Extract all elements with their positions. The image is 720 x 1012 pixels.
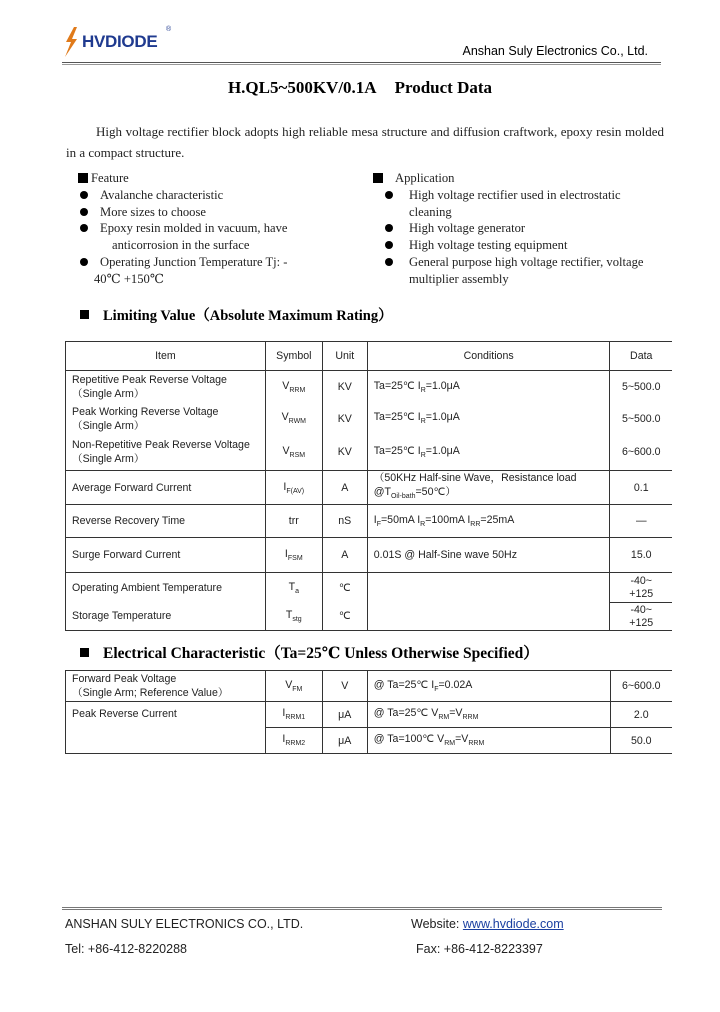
- bullet-icon: [385, 258, 393, 266]
- electrical-characteristic-table: [65, 670, 672, 754]
- table-row: Storage Temperature $T_{stg}$ ℃ -40~ +125: [66, 603, 673, 631]
- table-row: Operating Ambient Temperature $T_a$ ℃ -40~ +125: [66, 573, 673, 603]
- bullet-icon: [385, 191, 393, 199]
- electrical-characteristic-heading: Electrical Characteristic（Ta=25℃ Unless Otherwise Specified）: [80, 641, 539, 663]
- application-item: General purpose high voltage rectifier, voltage multiplier assembly: [373, 254, 665, 288]
- footer-website: Website: www.hvdiode.com: [411, 917, 564, 931]
- logo-text: HVDIODE: [82, 32, 158, 51]
- table-row: Average Forward Current $I_{F(AV)}$ A （50KHz Half-sine Wave，Resistance load $@T_{Oil-bath}=50℃$） 0.1: [66, 471, 673, 505]
- header-divider-2: [62, 64, 661, 65]
- bullet-icon: [80, 208, 88, 216]
- square-bullet-icon: [78, 173, 88, 183]
- table-row: Non-Repetitive Peak Reverse Voltage （Single Arm） $V_{RSM}$ KV Ta=25℃ $I_R=1.0\mu A$ 6~600.0: [66, 435, 673, 471]
- bullet-icon: [385, 241, 393, 249]
- footer-fax: Fax: +86-412-8223397: [416, 942, 543, 956]
- feature-item: Operating Junction Temperature Tj: - 40℃ +150℃: [78, 254, 308, 288]
- table-row: Reverse Recovery Time trr nS $I_F=50mA$ $I_R=100mA$ $I_{RR}=25mA$ —: [66, 505, 673, 538]
- application-heading: Application: [373, 170, 665, 187]
- table-row: Forward Peak Voltage （Single Arm; Reference Value） $V_{FM}$ V @ Ta=25℃ $I_F=0.02A$ 6~600.0: [66, 671, 673, 702]
- table-row: $I_{RRM2}$ μA @ Ta=100℃ $V_{RM}=V_{RRM}$ 50.0: [66, 728, 673, 754]
- limiting-value-heading: Limiting Value（Absolute Maximum Rating）: [80, 304, 393, 325]
- page-title: [0, 78, 720, 98]
- footer-tel: Tel: +86-412-8220288: [65, 942, 187, 956]
- registered-mark: ®: [166, 26, 172, 33]
- title-label: Product Data: [394, 78, 493, 97]
- square-bullet-icon: [80, 648, 89, 657]
- column-header-item: Item: [66, 342, 266, 371]
- table-row: Peak Working Reverse Voltage （Single Arm） $V_{RWM}$ KV Ta=25℃ $I_R=1.0\mu A$ 5~500.0: [66, 403, 673, 435]
- intro-paragraph: High voltage rectifier block adopts high reliable mesa structure and diffusion craftwork, epoxy resin molded in a compact structure.: [66, 124, 664, 160]
- table-row: Surge Forward Current $I_{FSM}$ A 0.01S @ Half-Sine wave 50Hz 15.0: [66, 538, 673, 573]
- company-logo: [62, 24, 182, 60]
- table-row: Peak Reverse Current $I_{RRM1}$ μA @ Ta=25℃ $V_{RM}=V_{RRM}$ 2.0: [66, 702, 673, 728]
- column-header-data: Data: [610, 342, 672, 371]
- lightning-bolt-icon: [62, 26, 80, 58]
- feature-item: Epoxy resin molded in vacuum, have anticorrosion in the surface: [78, 220, 308, 254]
- application-item: High voltage rectifier used in electrostatic cleaning: [373, 187, 665, 221]
- feature-block: [78, 170, 308, 288]
- application-block: [373, 170, 665, 288]
- bullet-icon: [80, 258, 88, 266]
- column-header-unit: Unit: [322, 342, 367, 371]
- bullet-icon: [80, 191, 88, 199]
- application-item: High voltage generator: [373, 220, 665, 237]
- title-part-number: H.QL5~500KV/0.1A: [227, 78, 377, 97]
- limiting-value-table: [65, 341, 672, 631]
- footer-company: ANSHAN SULY ELECTRONICS CO., LTD.: [65, 917, 304, 931]
- footer-divider: [62, 907, 662, 910]
- header-company-name: Anshan Suly Electronics Co., Ltd.: [462, 44, 648, 58]
- square-bullet-icon: [373, 173, 383, 183]
- bullet-icon: [385, 224, 393, 232]
- column-header-symbol: Symbol: [265, 342, 322, 371]
- application-item: High voltage testing equipment: [373, 237, 665, 254]
- column-header-conditions: Conditions: [367, 342, 610, 371]
- feature-heading: Feature: [78, 170, 308, 187]
- header-divider: [62, 62, 661, 63]
- table-header-row: [66, 342, 673, 371]
- square-bullet-icon: [80, 310, 89, 319]
- table-row: Repetitive Peak Reverse Voltage （Single Arm） $V_{RRM}$ KV Ta=25℃ $I_R=1.0\mu A$ 5~500.0: [66, 371, 673, 403]
- feature-item: More sizes to choose: [78, 204, 308, 221]
- bullet-icon: [80, 224, 88, 232]
- website-link[interactable]: www.hvdiode.com: [462, 917, 564, 931]
- feature-item: Avalanche characteristic: [78, 187, 308, 204]
